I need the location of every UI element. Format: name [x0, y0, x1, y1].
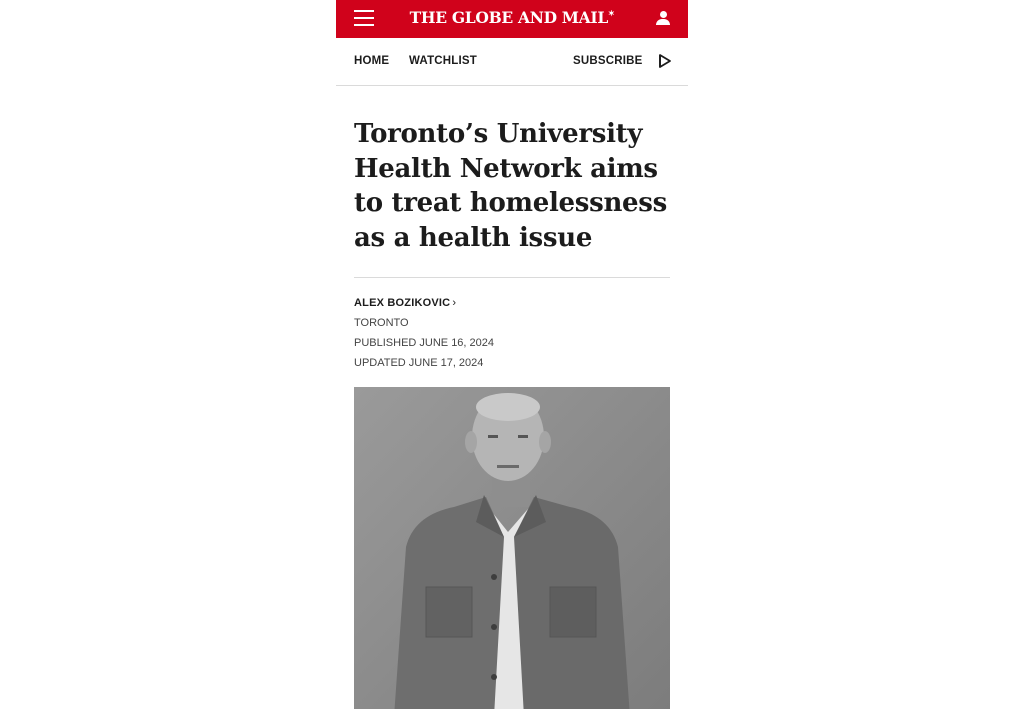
- dateline-location: TORONTO: [354, 317, 409, 329]
- byline: [354, 296, 670, 369]
- article: [336, 117, 688, 709]
- chevron-right-icon[interactable]: ›: [452, 297, 456, 309]
- portrait-photo: [354, 387, 670, 709]
- maple-leaf-icon: ✶: [607, 8, 615, 18]
- sub-navigation: [336, 38, 688, 86]
- phone-viewport: [336, 0, 688, 709]
- updated-date: UPDATED JUNE 17, 2024: [354, 357, 484, 369]
- article-headline: Toronto’s University Health Network aims to treat homelessness as a health issue: [354, 119, 667, 253]
- author-link[interactable]: ALEX BOZIKOVIC: [354, 297, 451, 309]
- top-bar: [336, 0, 688, 38]
- published-date: PUBLISHED JUNE 16, 2024: [354, 337, 495, 349]
- user-account-icon[interactable]: [656, 11, 670, 26]
- nav-watchlist[interactable]: WATCHLIST: [409, 55, 478, 67]
- article-photo[interactable]: [354, 387, 670, 709]
- subscribe-link[interactable]: SUBSCRIBE: [573, 55, 643, 67]
- divider: [354, 277, 670, 278]
- logo-text: THE GLOBE AND MAIL: [409, 8, 608, 27]
- site-logo[interactable]: [336, 8, 688, 27]
- play-icon[interactable]: [658, 53, 672, 69]
- nav-home[interactable]: HOME: [354, 55, 390, 67]
